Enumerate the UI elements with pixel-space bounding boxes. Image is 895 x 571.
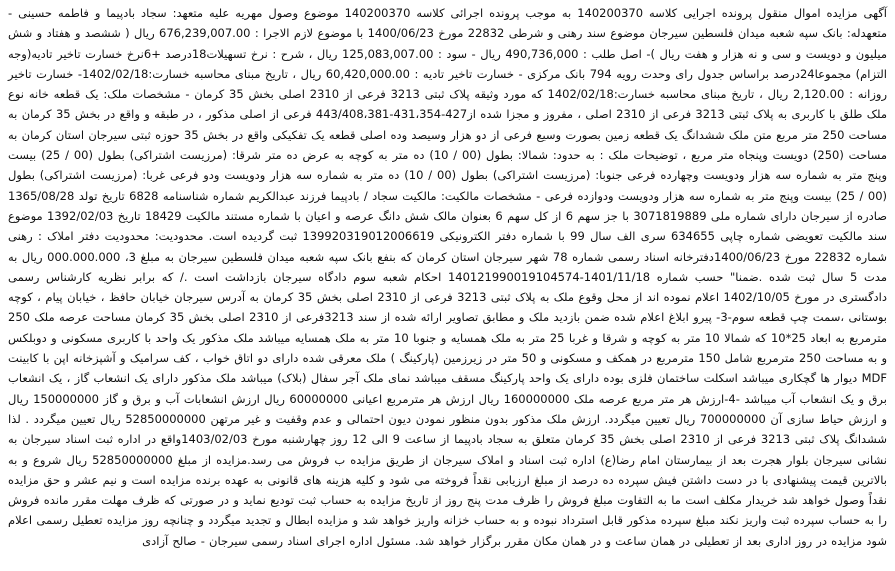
auction-notice-text: آگهی مزایده اموال منقول پرونده اجرایی کلاسه 140200370 به موجب پرونده اجرائی کلاسه 140200370 موضوع وصول مهریه علیه متعهد: سجاد بادپیما و فاطمه حسینی - متعهدله: بانک سپه شعبه میدان فلسطین سیرجان موضوع سند رهنی و شرطی 22832 مورخ 1400/06/23 با موضوع لازم الاجرا : 676,239,007.00 ریال ( ششصد و هفتاد و شش میلیون و دویست و سی و نه هزار و هفت ریال )- اصل طلب : 490,736,000 ریال - سود : 125,083,007.00 ریال ، شرح : نرخ تسهیلات18درصد +6نرخ خسارت تاخیر تادیه(وجه التزام) مجموعا24درصد براساس جدول رای وحدت رویه 794 بانک مرکزی - خسارت تاخیر تادیه : 60,420,000.00 ریال ، تاریخ مبنای محاسبه خسارت:1402/02/18- خسارت تاخیر روزانه : 2,120.00 ریال ، تاریخ مبنای محاسبه خسارت:1402/02/18 که مورد وثیقه پلاک ثبتی 3213 فرعی از 2310 اصلی بخش 35 کرمان - مشخصات ملک: یک قطعه خانه نوع ملک طلق با کاربری به پلاک ثبتی 3213 فرعی از 2310 اصلی ، مفروز و مجزا شده از427-431،354-443/408،381 فرعی از اصلی مذکور ، در طبقه و واقع در بخش 35 کرمان به مساحت 250 متر مربع متن ملک ششدانگ یک قطعه زمین بصورت وسیع فرعی از دو هزار وسیصد وده اصلی قطعه یک تفکیکی واقع در بخش 35 حوزه ثبتی سیرجان استان کرمان به مساحت (250) دویست وپنجاه متر مربع ، توضیحات ملک : به حدود: شمالا: بطول (00 / 10) ده متر به کوچه به عرض ده متر شرقا: (مرزیست اشتراکی) بطول (00 / 25) بیست وپنج متر به شماره سه هزار ودویست وچهارده فرعی جنوبا: (مرزیست اشتراکی) بطول (00 / 10) ده متر به شماره سه هزار ودویست ودو فرعی غربا: (مرزیست اشتراکی) بطول (00 / 25) بیست وپنج متر به شماره سه هزار ودویست ودوازده فرعی - مشخصات مالکیت: مالکیت سجاد / بادپیما فرزند عبدالکریم شماره شناسنامه 6828 تاریخ تولد 1365/08/28 صادره از سیرجان دارای شماره ملی 3071819889 با جز سهم 6 از کل سهم 6 بعنوان مالک شش دانگ عرصه و اعیان با شماره مستند مالکیت 18429 تاریخ 1392/02/03 موضوع سند مالکیت تعویضی شماره چاپی 634655 سری الف سال 99 با شماره دفتر الکترونیکی 139920319012006619 ثبت گردیده است. محدودیت: محدودیت دفتر املاک : رهنی شماره 22832 مورخ 1400/06/23دفترخانه اسناد رسمی شماره 78 شهر سیرجان استان کرمان که بنفع بانک سپه شعبه میدان فلسطین سیرجان به مبلغ 3، 000.000.000 ریال به مدت 5 سال ثبت شده .ضمنا" حسب شماره 1401/11/18-140121990019104574 احکام شعبه سوم دادگاه سیرجان بازداشت است ./ که برابر نظریه کارشناس رسمی دادگستری در مورخ 1402/10/05 اعلام نموده اند از محل وقوع ملک به پلاک ثبتی 3213 فرعی از 2310 اصلی بخش 35 کرمان به آدرس سیرجان خیابان حافظ ، خیابان پیام ، کوچه بوستانی ،سمت چپ قطعه سوم-3- پیرو ابلاغ اعلام شده ضمن بازدید ملک و مطابق تصاویر ارائه شده از سند 3213فرعی از 2310 اصلی بخش 35 کرمان مساحت عرصه ملک 250 مترمربع به ابعاد 25*10 که شمالا 10 متر به کوچه و شرقا و غربا 25 متر به ملک همسایه و جنوبا 10 متر به ملک همسایه میباشد ملک مذکور یک واحد با کاربری مسکونی و دوبلکس و به مساحت 250 مترمربع شامل 150 مترمربع در همکف و مسکونی و 50 متر در زیرزمین (پارکینگ ) ملک معرقی شده دارای دو اتاق خواب ، کف سرامیک و آشپزخانه اپن با کابینت MDF دیوار ها گچکاری میباشد اسکلت ساختمان فلزی بوده دارای یک واحد پارکینگ مسقف میباشد نمای ملک آجر سفال (بلاک) میباشد ملک مذکور دارای یک انشعاب گاز ، یک انشعاب برق و یک انشعاب آب میباشد -4-ارزش هر متر مربع عرصه ملک 160000000 ریال ارزش هر مترمربع اعیانی 60000000 ریال ارزش انشعابات آب و برق و گاز 150000000 ریال و ارزش حیاط سازی آن 700000000 ریال تعیین میگردد. ارزش ملک مذکور بدون منظور نمودن دیون احتمالی و عدم وقفیت و غیر مرتهن 52850000000 ریال تعیین میگردد . لذا ششدانگ پلاک ثبتی 3213 فرعی از 2310 اصلی بخش 35 کرمان متعلق به سجاد بادپیما از ساعت 9 الی 12 روز چهارشنبه مورخ 1403/02/03واقع در اداره ثبت اسناد سیرجان به نشانی سیرجان بلوار هجرت بعد از بیمارستان امام رضا(ع) اداره ثبت اسناد و املاک سیرجان از طریق مزایده ب فروش می رسد.مزایده از مبلغ 52850000000 ریال شروع و به بالاترین قیمت پیشنهادی با در دست داشتن فیش سپرده ده درصد از مبلغ ارزیابی نقداً فروخته می شود و کلیه هزینه های قانونی به عهده برنده مزایده است و نیم عشر و حق مزایده نقداً وصول خواهد شد خریدار مکلف است ما به التفاوت مبلغ فروش را ظرف مدت پنج روز از تاریخ مزایده به حساب ثبت تودیع نماید و در صورتی که ظرف مهلت مقرر مانده فروش را به حساب سپرده ثبت واریز نکند مبلغ سپرده مذکور قابل استرداد نبوده و به حساب خزانه واریز خواهد شد و مزایده ابطال و تجدید میگردد و چنانچه روز مزایده تعطیل رسمی اعلام شود مزایده در روز اداری بعد از تعطیلی در همان ساعت و در همان مکان مقرر برگزار خواهد شد. مسئول اداره اجرای اسناد رسمی سیرجان - صالح آزادی xyxy=(8,6,888,548)
